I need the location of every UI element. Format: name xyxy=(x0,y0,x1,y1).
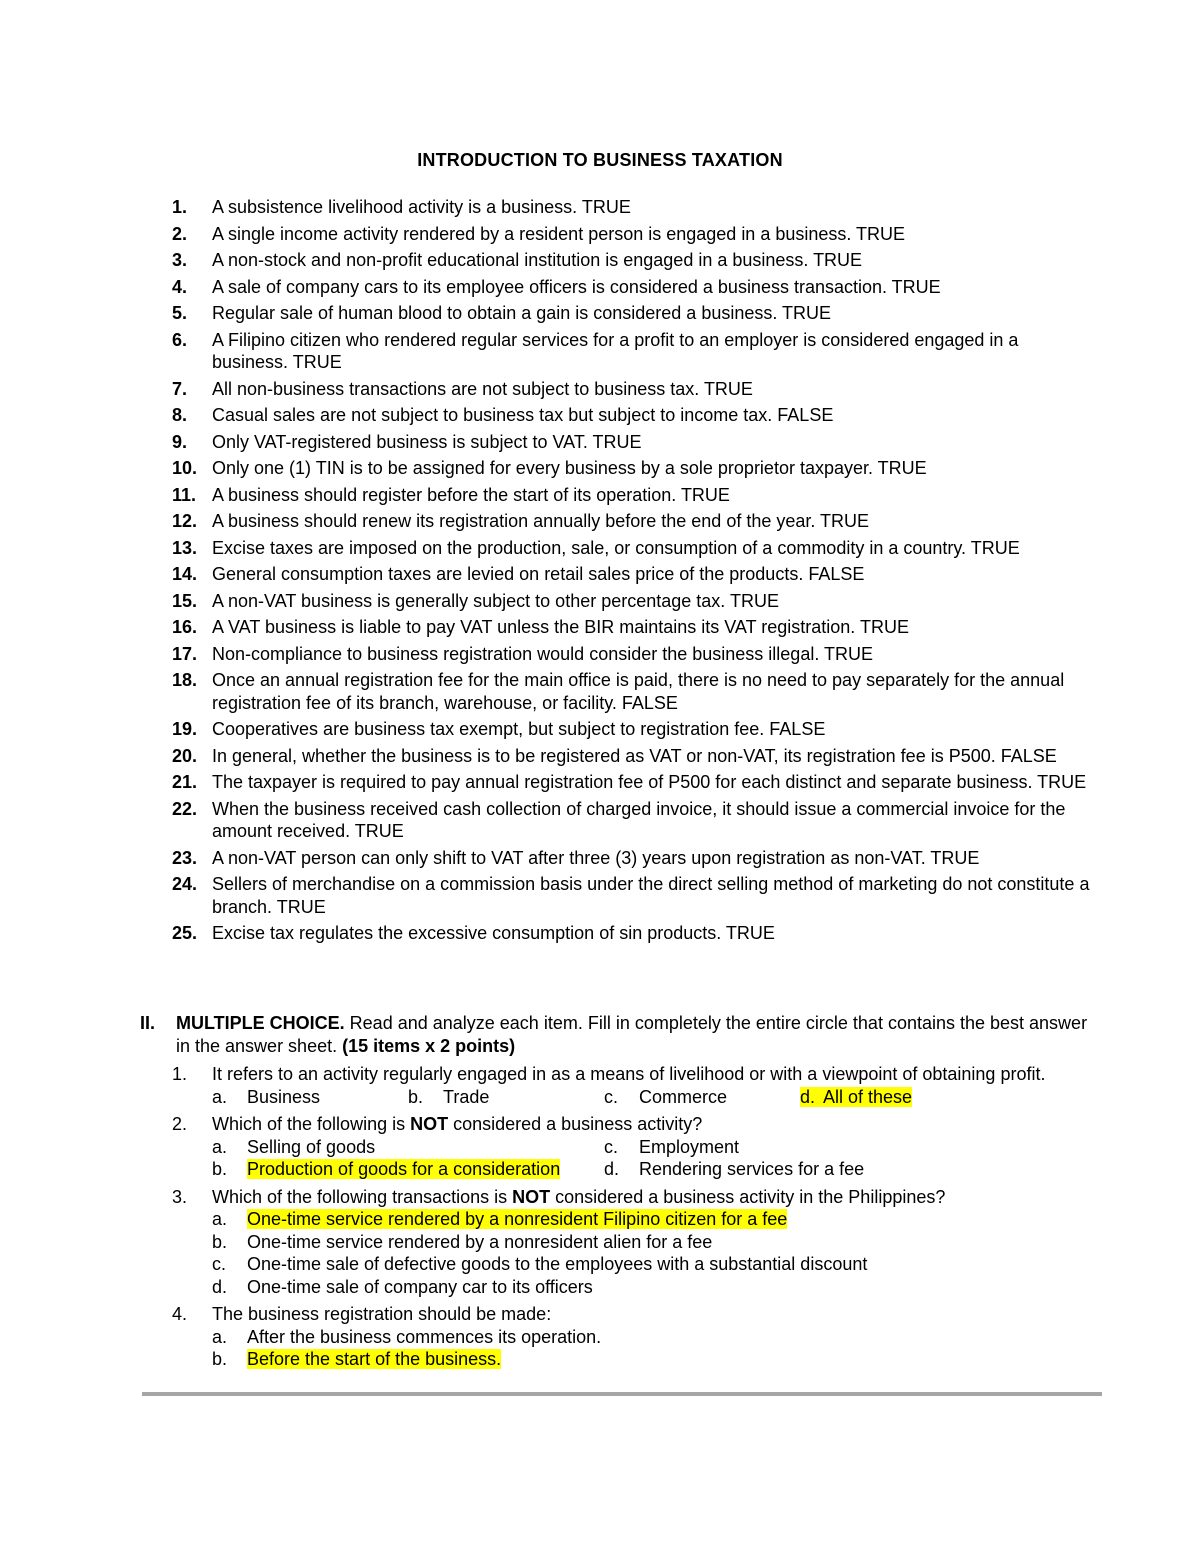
list-item xyxy=(172,847,1097,870)
item-text: A sale of company cars to its employee officers is considered a business transaction. TRUE xyxy=(212,276,941,297)
option-letter: b. xyxy=(212,1231,228,1252)
question xyxy=(172,1303,1097,1371)
list-item xyxy=(172,276,1097,299)
item-number: 13. xyxy=(172,537,198,558)
item-text: A single income activity rendered by a resident person is engaged in a business. TRUE xyxy=(212,223,906,244)
option-text: All of these xyxy=(823,1086,913,1107)
stem-emphasis: NOT xyxy=(410,1114,449,1134)
item-number: 2. xyxy=(172,223,188,244)
list-item xyxy=(172,196,1097,219)
list-item xyxy=(172,616,1097,639)
option-answer xyxy=(212,1348,1097,1371)
option-text: After the business commences its operation. xyxy=(247,1326,602,1347)
option-letter: d. xyxy=(800,1086,816,1107)
section-roman-numeral: II. xyxy=(140,1013,156,1033)
option-letter: b. xyxy=(212,1159,228,1179)
question-stem: It refers to an activity regularly engaged in as a means of livelihood or with a viewpoint of obtaining profit. xyxy=(212,1064,1046,1084)
option-text: Employment xyxy=(639,1136,740,1157)
item-number: 7. xyxy=(172,378,188,399)
item-text: Non-compliance to business registration would consider the business illegal. TRUE xyxy=(212,643,873,664)
item-text: Cooperatives are business tax exempt, but subject to registration fee. FALSE xyxy=(212,719,826,739)
item-text: A Filipino citizen who rendered regular services for a profit to an employer is considered engaged in a business. TRUE xyxy=(212,329,1019,372)
question xyxy=(172,1186,1097,1299)
item-number: 12. xyxy=(172,511,198,531)
multiple-choice-list xyxy=(172,1063,1097,1376)
item-number: 15. xyxy=(172,590,198,611)
option xyxy=(604,1136,996,1159)
item-number: 4. xyxy=(172,276,188,297)
item-number: 17. xyxy=(172,643,198,664)
item-number: 5. xyxy=(172,303,188,323)
list-item xyxy=(172,404,1097,427)
item-number: 14. xyxy=(172,564,198,584)
option-letter: a. xyxy=(212,1086,228,1107)
question-stem xyxy=(212,1186,1097,1209)
item-number: 20. xyxy=(172,745,198,766)
instructions-text: Read and analyze each item. Fill in completely the entire circle that contains the best answer in the answer sheet. xyxy=(176,1013,1088,1056)
option-text: One-time service rendered by a nonresident alien for a fee xyxy=(247,1231,713,1252)
highlighted-answer: One-time service rendered by a nonresident Filipino citizen for a fee xyxy=(247,1209,788,1229)
true-false-list xyxy=(172,196,1097,949)
list-item xyxy=(172,922,1097,945)
option xyxy=(212,1326,1097,1349)
stem-text: Which of the following transactions is xyxy=(212,1186,513,1207)
item-number: 11. xyxy=(172,484,197,505)
option-answer xyxy=(212,1158,604,1181)
item-text: Sellers of merchandise on a commission basis under the direct selling method of marketing do not constitute a branch. TRUE xyxy=(212,874,1090,917)
item-number: 25. xyxy=(172,923,198,943)
item-number: 22. xyxy=(172,798,198,819)
item-text: Only one (1) TIN is to be assigned for every business by a sole proprietor taxpayer. TRUE xyxy=(212,458,927,478)
item-text: Regular sale of human blood to obtain a gain is considered a business. TRUE xyxy=(212,303,832,323)
item-number: 3. xyxy=(172,250,188,270)
list-item xyxy=(172,873,1097,918)
question-number: 1. xyxy=(172,1064,188,1084)
item-text: Casual sales are not subject to business tax but subject to income tax. FALSE xyxy=(212,405,834,425)
question-number: 4. xyxy=(172,1304,188,1324)
option xyxy=(604,1158,996,1181)
list-item xyxy=(172,798,1097,843)
item-text: In general, whether the business is to be registered as VAT or non-VAT, its registration fee is P500. FALSE xyxy=(212,745,1057,766)
option-letter: c. xyxy=(604,1136,619,1157)
item-text: When the business received cash collection of charged invoice, it should issue a commercial invoice for the amount received. TRUE xyxy=(212,798,1066,841)
question-stem xyxy=(212,1113,1097,1136)
option-letter: a. xyxy=(212,1136,228,1157)
option-text: Commerce xyxy=(639,1086,728,1107)
item-number: 9. xyxy=(172,431,188,452)
list-item xyxy=(172,669,1097,714)
stem-text: considered a business activity in the Philippines? xyxy=(550,1186,946,1207)
item-number: 19. xyxy=(172,719,198,739)
list-item xyxy=(172,431,1097,454)
item-number: 10. xyxy=(172,458,198,478)
list-item xyxy=(172,484,1097,507)
stem-text: Which of the following is xyxy=(212,1114,411,1134)
item-number: 8. xyxy=(172,405,188,425)
option xyxy=(212,1136,604,1159)
option-letter: d. xyxy=(604,1159,620,1179)
page-divider xyxy=(142,1392,1102,1396)
list-item xyxy=(172,457,1097,480)
item-text: A business should register before the start of its operation. TRUE xyxy=(212,484,730,505)
item-text: Once an annual registration fee for the main office is paid, there is no need to pay separately for the annual registration fee of its branch, warehouse, or facility. FALSE xyxy=(212,670,1065,713)
list-item xyxy=(172,249,1097,272)
option-text: Selling of goods xyxy=(247,1136,376,1157)
option xyxy=(604,1086,800,1109)
option-answer xyxy=(800,1086,996,1109)
item-text: Excise tax regulates the excessive consumption of sin products. TRUE xyxy=(212,923,775,943)
item-text: Only VAT-registered business is subject to VAT. TRUE xyxy=(212,431,642,452)
item-text: A business should renew its registration annually before the end of the year. TRUE xyxy=(212,511,870,531)
list-item xyxy=(172,643,1097,666)
item-number: 18. xyxy=(172,670,198,690)
option-letter: a. xyxy=(212,1209,228,1229)
option xyxy=(212,1231,1097,1254)
question xyxy=(172,1063,1097,1108)
option-letter: c. xyxy=(604,1086,619,1107)
options-row xyxy=(212,1158,1097,1181)
option xyxy=(212,1253,1097,1276)
option xyxy=(212,1086,408,1109)
option xyxy=(212,1276,1097,1299)
list-item xyxy=(172,537,1097,560)
item-text: A VAT business is liable to pay VAT unless the BIR maintains its VAT registration. TRUE xyxy=(212,617,909,637)
option-letter: b. xyxy=(212,1349,228,1369)
option-letter: d. xyxy=(212,1276,228,1297)
highlighted-answer: Before the start of the business. xyxy=(247,1349,502,1369)
list-item xyxy=(172,745,1097,768)
item-number: 1. xyxy=(172,197,188,217)
item-text: Excise taxes are imposed on the production, sale, or consumption of a commodity in a country. TRUE xyxy=(212,537,1020,558)
section-heading xyxy=(140,1012,1097,1057)
item-text: A non-stock and non-profit educational institution is engaged in a business. TRUE xyxy=(212,250,863,270)
question-number: 3. xyxy=(172,1186,188,1207)
list-item xyxy=(172,718,1097,741)
section-instructions xyxy=(176,1012,1097,1057)
question-number: 2. xyxy=(172,1114,188,1134)
item-text: A subsistence livelihood activity is a business. TRUE xyxy=(212,197,631,217)
list-item xyxy=(172,771,1097,794)
list-item xyxy=(172,223,1097,246)
item-text: A non-VAT business is generally subject to other percentage tax. TRUE xyxy=(212,590,779,611)
item-text: The taxpayer is required to pay annual registration fee of P500 for each distinct and separate business. TRUE xyxy=(212,772,1087,792)
option-letter: b. xyxy=(408,1086,424,1107)
options-row xyxy=(212,1136,1097,1159)
option xyxy=(408,1086,604,1109)
list-item xyxy=(172,590,1097,613)
list-item xyxy=(172,302,1097,325)
highlighted-answer: Production of goods for a consideration xyxy=(247,1159,561,1179)
item-number: 24. xyxy=(172,874,198,894)
option-text: Business xyxy=(247,1086,321,1107)
item-text: General consumption taxes are levied on retail sales price of the products. FALSE xyxy=(212,564,865,584)
highlighted-answer xyxy=(800,1087,912,1107)
item-number: 21. xyxy=(172,772,198,792)
list-item xyxy=(172,563,1097,586)
item-number: 16. xyxy=(172,617,198,637)
option-text: Trade xyxy=(443,1086,490,1107)
question-stem: The business registration should be made: xyxy=(212,1304,552,1324)
option-letter: a. xyxy=(212,1326,228,1347)
option-text: Rendering services for a fee xyxy=(639,1159,865,1179)
section-title: MULTIPLE CHOICE. xyxy=(176,1013,345,1033)
option-letter: c. xyxy=(212,1254,227,1274)
list-item xyxy=(172,329,1097,374)
stem-emphasis: NOT xyxy=(512,1186,551,1207)
option-text: One-time sale of defective goods to the employees with a substantial discount xyxy=(247,1254,868,1274)
list-item xyxy=(172,378,1097,401)
item-number: 23. xyxy=(172,847,198,868)
options-row xyxy=(212,1086,1097,1109)
option-answer xyxy=(212,1208,1097,1231)
item-number: 6. xyxy=(172,329,188,350)
item-text: All non-business transactions are not subject to business tax. TRUE xyxy=(212,378,753,399)
question xyxy=(172,1113,1097,1181)
item-text: A non-VAT person can only shift to VAT after three (3) years upon registration as non-VAT. TRUE xyxy=(212,847,980,868)
stem-text: considered a business activity? xyxy=(448,1114,703,1134)
points-text: (15 items x 2 points) xyxy=(342,1035,516,1056)
list-item xyxy=(172,510,1097,533)
option-text: One-time sale of company car to its officers xyxy=(247,1276,593,1297)
page-title: INTRODUCTION TO BUSINESS TAXATION xyxy=(417,150,783,170)
